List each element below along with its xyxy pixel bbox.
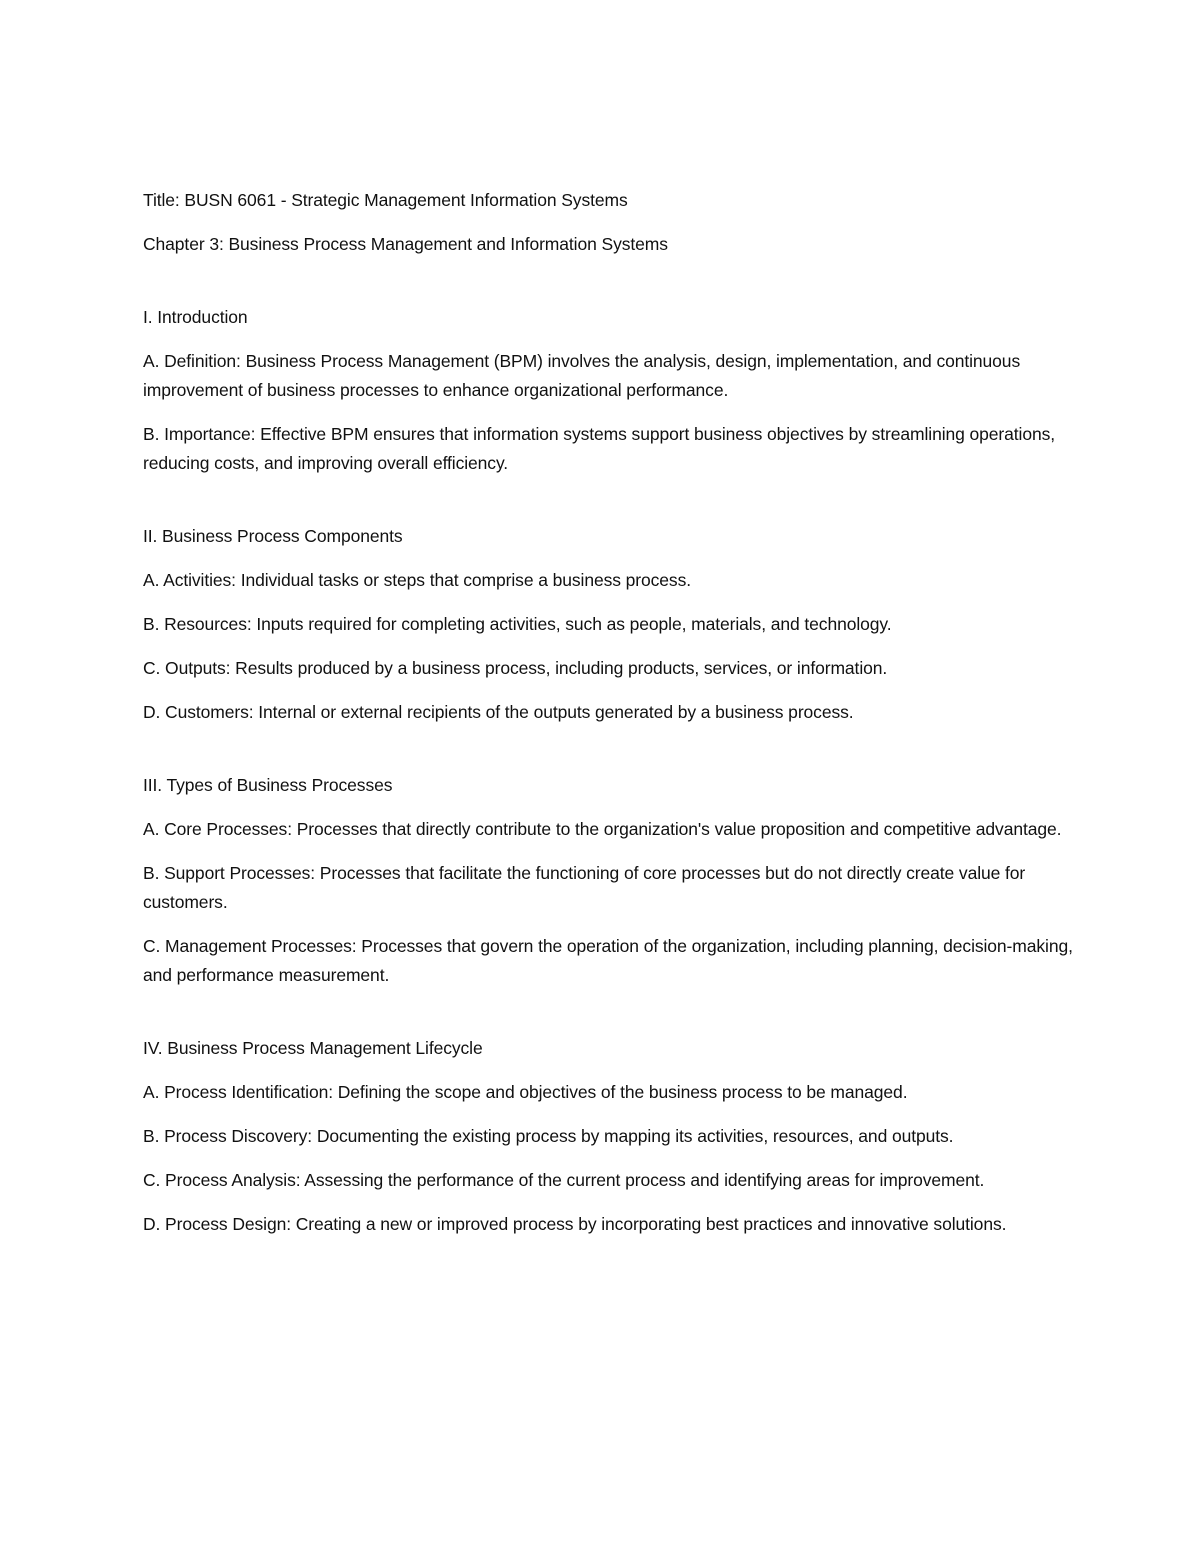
introduction-item-definition: A. Definition: Business Process Management (BPM) involves the analysis, design, implementation, and continuous improvement of business processes to enhance organizational performance. <box>143 351 1021 400</box>
components-item-resources: B. Resources: Inputs required for completing activities, such as people, materials, and technology. <box>143 614 892 634</box>
introduction-item-importance: B. Importance: Effective BPM ensures that information systems support business objectives by streamlining operations, reducing costs, and improving overall efficiency. <box>143 424 1056 473</box>
section-heading-components: II. Business Process Components <box>143 526 403 546</box>
lifecycle-item-design: D. Process Design: Creating a new or improved process by incorporating best practices and innovative solutions. <box>143 1214 1007 1234</box>
section-heading-lifecycle: IV. Business Process Management Lifecycle <box>143 1038 483 1058</box>
types-item-core: A. Core Processes: Processes that directly contribute to the organization's value proposition and competitive advantage. <box>143 819 1062 839</box>
components-item-activities: A. Activities: Individual tasks or steps that comprise a business process. <box>143 570 691 590</box>
lifecycle-item-identification: A. Process Identification: Defining the scope and objectives of the business process to be managed. <box>143 1082 908 1102</box>
section-heading-introduction: I. Introduction <box>143 307 248 327</box>
types-item-management: C. Management Processes: Processes that govern the operation of the organization, including planning, decision-making, and performance measurement. <box>143 936 1073 985</box>
document-title: Title: BUSN 6061 - Strategic Management Information Systems <box>143 190 628 210</box>
lifecycle-item-analysis: C. Process Analysis: Assessing the performance of the current process and identifying areas for improvement. <box>143 1170 985 1190</box>
types-item-support: B. Support Processes: Processes that facilitate the functioning of core processes but do not directly create value for customers. <box>143 863 1026 912</box>
lifecycle-item-discovery: B. Process Discovery: Documenting the existing process by mapping its activities, resources, and outputs. <box>143 1126 954 1146</box>
components-item-customers: D. Customers: Internal or external recipients of the outputs generated by a business process. <box>143 702 854 722</box>
components-item-outputs: C. Outputs: Results produced by a business process, including products, services, or information. <box>143 658 888 678</box>
section-heading-types: III. Types of Business Processes <box>143 775 393 795</box>
chapter-title: Chapter 3: Business Process Management and Information Systems <box>143 234 668 254</box>
